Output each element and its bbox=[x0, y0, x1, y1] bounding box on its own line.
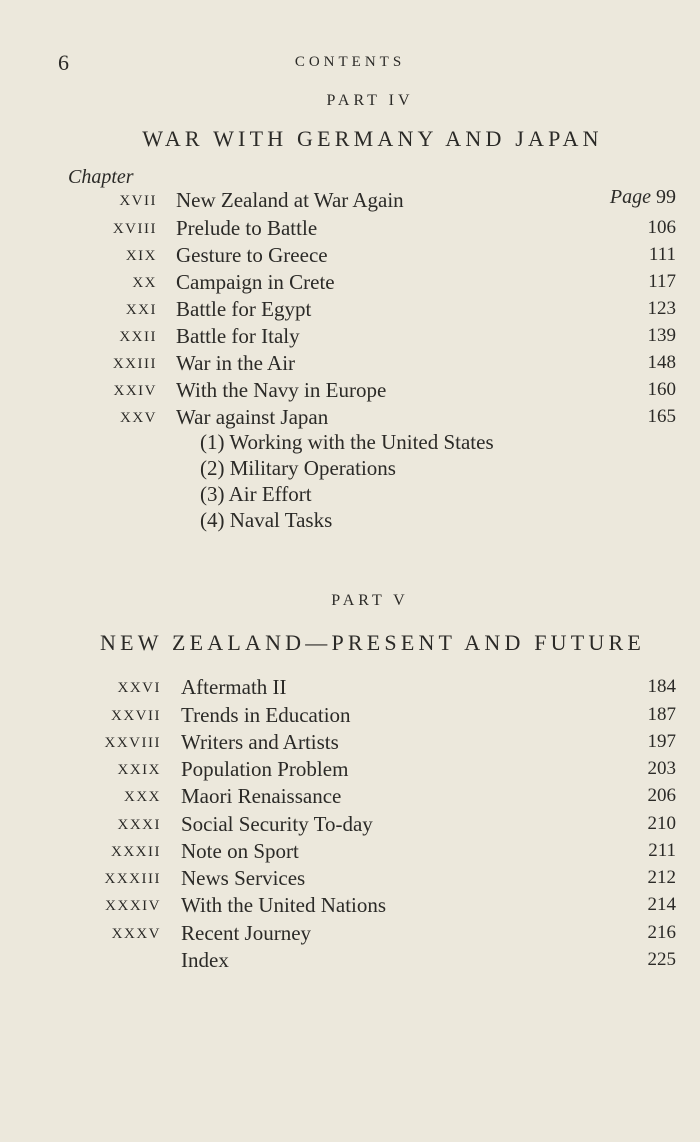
toc-row bbox=[0, 270, 700, 297]
index-title: Index bbox=[181, 948, 229, 972]
chapter-page: 197 bbox=[647, 731, 676, 752]
chapter-page: 203 bbox=[647, 758, 676, 779]
chapter-title: Campaign in Crete bbox=[176, 270, 335, 294]
chapter-numeral: XXV bbox=[120, 410, 157, 426]
chapter-page: 211 bbox=[648, 840, 676, 861]
page-number: 6 bbox=[58, 50, 69, 75]
chapter-title: Battle for Italy bbox=[176, 324, 300, 348]
toc-row bbox=[0, 784, 700, 811]
chapter-page: 184 bbox=[647, 676, 676, 697]
index-page: 225 bbox=[647, 949, 676, 970]
toc-row bbox=[0, 921, 700, 948]
chapter-title: Population Problem bbox=[181, 757, 349, 781]
toc-row bbox=[0, 703, 700, 730]
chapter-title: Prelude to Battle bbox=[176, 216, 318, 240]
chapter-title: Aftermath II bbox=[181, 675, 287, 699]
toc-row bbox=[0, 351, 700, 378]
chapter-title: Writers and Artists bbox=[181, 730, 339, 754]
chapter-page: 148 bbox=[647, 352, 676, 373]
toc-row bbox=[0, 839, 700, 866]
chapter-page: 123 bbox=[647, 298, 676, 319]
chapter-page: 160 bbox=[647, 379, 676, 400]
chapter-page: 106 bbox=[647, 217, 676, 238]
chapter-title: With the United Nations bbox=[181, 893, 387, 917]
chapter-numeral: XXI bbox=[125, 302, 157, 318]
chapter-page: 111 bbox=[648, 244, 676, 265]
toc-row bbox=[0, 866, 700, 893]
chapter-page: 187 bbox=[647, 704, 676, 725]
chapter-numeral: XXXI bbox=[117, 817, 161, 833]
chapter-page: 117 bbox=[648, 271, 676, 292]
part-v-title: NEW ZEALAND—PRESENT AND FUTURE bbox=[99, 630, 646, 655]
chapter-title: Recent Journey bbox=[181, 921, 312, 945]
chapter-numeral: XXVII bbox=[111, 708, 161, 724]
chapter-title: Trends in Education bbox=[181, 703, 351, 727]
chapter-numeral: XX bbox=[132, 275, 157, 291]
chapter-numeral: XXXV bbox=[111, 926, 161, 942]
chapter-numeral: XVII bbox=[119, 193, 157, 209]
chapter-numeral: XXVI bbox=[117, 680, 161, 696]
chapter-title: New Zealand at War Again bbox=[176, 188, 404, 212]
chapter-numeral: XXII bbox=[119, 329, 157, 345]
page-label-word: Page bbox=[609, 186, 651, 208]
chapter-title: Social Security To-day bbox=[181, 812, 373, 836]
chapter-numeral: XXX bbox=[124, 789, 161, 805]
chapter-page: 210 bbox=[647, 813, 676, 834]
chapter-numeral: XXXIV bbox=[105, 898, 161, 914]
chapter-title: War in the Air bbox=[176, 351, 296, 375]
chapter-title: News Services bbox=[181, 866, 306, 890]
toc-row bbox=[0, 188, 700, 215]
toc-row bbox=[0, 757, 700, 784]
toc-row bbox=[0, 405, 700, 432]
chapter-numeral: XXIX bbox=[117, 762, 161, 778]
chapter-title: Gesture to Greece bbox=[176, 243, 328, 267]
chapter-numeral: XXIII bbox=[112, 356, 157, 372]
toc-row bbox=[0, 297, 700, 324]
toc-row bbox=[0, 216, 700, 243]
chapter-title: With the Navy in Europe bbox=[176, 378, 387, 402]
chapter-title: Maori Renaissance bbox=[181, 784, 342, 808]
chapter-numeral: XXXIII bbox=[104, 871, 161, 887]
chapter-numeral: XXXII bbox=[111, 844, 161, 860]
chapter-numeral: XVIII bbox=[112, 221, 157, 237]
chapter-numeral: XXVIII bbox=[104, 735, 161, 751]
chapter-title: Battle for Egypt bbox=[176, 297, 312, 321]
subsection-item: (4) Naval Tasks bbox=[200, 508, 333, 532]
toc-row bbox=[0, 893, 700, 920]
toc-row bbox=[0, 730, 700, 757]
chapter-page: 212 bbox=[647, 867, 676, 888]
subsection-item: (1) Working with the United States bbox=[200, 430, 494, 454]
chapter-page: 165 bbox=[647, 406, 676, 427]
running-head: CONTENTS bbox=[294, 54, 406, 70]
toc-row bbox=[0, 675, 700, 702]
subsection-item: (2) Military Operations bbox=[200, 456, 396, 480]
part-iv-heading: PART IV bbox=[326, 92, 414, 109]
chapter-page: 214 bbox=[647, 894, 676, 915]
part-iv-title: WAR WITH GERMANY AND JAPAN bbox=[142, 126, 603, 151]
chapter-title: Note on Sport bbox=[181, 839, 299, 863]
chapter-page: 216 bbox=[647, 922, 676, 943]
chapter-page: 206 bbox=[647, 785, 676, 806]
toc-row bbox=[0, 378, 700, 405]
chapter-page: 139 bbox=[647, 325, 676, 346]
toc-row bbox=[0, 324, 700, 351]
chapter-numeral: XIX bbox=[125, 248, 157, 264]
part-v-heading: PART V bbox=[331, 592, 409, 609]
subsection-item: (3) Air Effort bbox=[200, 482, 312, 506]
chapter-column-label: Chapter bbox=[68, 166, 134, 188]
toc-row bbox=[0, 243, 700, 270]
chapter-title: War against Japan bbox=[176, 405, 329, 429]
toc-row-index bbox=[0, 948, 700, 975]
toc-row bbox=[0, 812, 700, 839]
chapter-page: 99 bbox=[656, 186, 676, 208]
chapter-numeral: XXIV bbox=[113, 383, 157, 399]
